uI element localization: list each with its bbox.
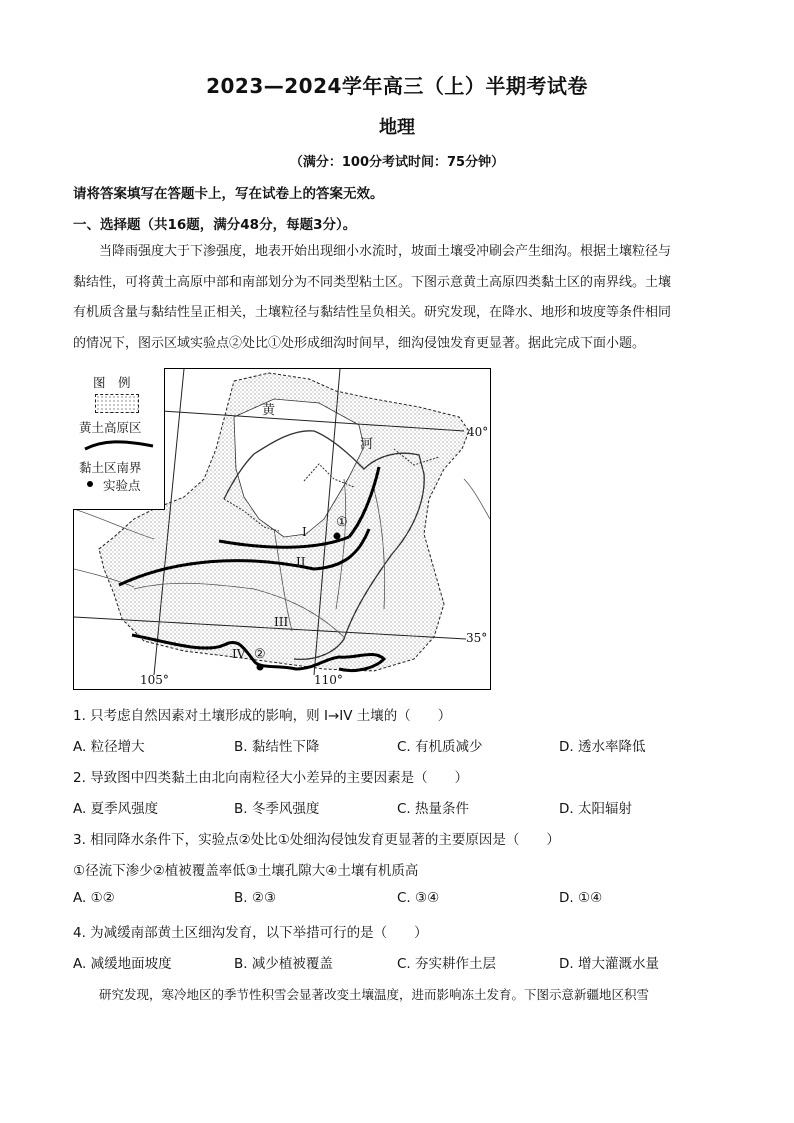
q1-option-a: A. 粒径增大 — [73, 739, 145, 755]
q3-option-c: C. ③④ — [397, 890, 440, 906]
q4-option-c: C. 夯实耕作土层 — [397, 956, 497, 972]
q2-option-b: B. 冬季风强度 — [234, 801, 320, 817]
subject-title: 地理 — [379, 117, 415, 138]
legend-boundary-label: 黏土区南界 — [79, 460, 142, 475]
legend-boundary-swatch — [83, 438, 155, 454]
question-4-stem: 4. 为减缓南部黄土区细沟发育，以下举措可行的是（ ） — [73, 925, 428, 941]
passage-1-line: 有机质含量与黏结性呈正相关，土壤粒径与黏结性呈负相关。研究发现，在降水、地形和坡度等条件相同 — [73, 305, 672, 320]
label-lat-40: 40° — [467, 425, 489, 439]
experiment-point-2 — [257, 664, 264, 671]
label-zone-1: I — [302, 525, 307, 539]
question-1-stem: 1. 只考虑自然因素对土壤形成的影响，则 I→IV 土壤的（ ） — [73, 708, 452, 724]
label-zone-4: IV — [232, 647, 246, 661]
q1-option-b: B. 黏结性下降 — [234, 739, 320, 755]
tributary — [464, 479, 490, 519]
label-lon-110: 110° — [314, 673, 343, 687]
passage-1-line: 当降雨强度大于下渗强度，地表开始出现细小水流时，坡面土壤受冲刷会产生细沟。根据土壤粒径与 — [99, 244, 672, 259]
label-he: 河 — [360, 437, 374, 452]
label-lon-105: 105° — [140, 673, 169, 687]
question-3-stem: 3. 相同降水条件下，实验点②处比①处细沟侵蚀发育更显著的主要原因是（ ） — [73, 832, 560, 848]
q3-option-a: A. ①② — [73, 890, 115, 906]
passage-1-line: 的情况下，图示区域实验点②处比①处形成细沟时间早，细沟侵蚀发育更显著。据此完成下面小题。 — [73, 335, 646, 351]
section-heading: 一、选择题（共16题，满分48分，每题3分）。 — [73, 217, 357, 233]
experiment-point-1 — [334, 533, 341, 540]
exam-meta: （满分：100分考试时间：75分钟） — [289, 155, 505, 170]
legend-point-label: 实验点 — [103, 478, 141, 493]
q4-option-a: A. 减缓地面坡度 — [73, 956, 172, 972]
label-huang: 黄 — [262, 403, 276, 418]
exam-title: 2023—2024学年高三（上）半期考试卷 — [206, 74, 588, 98]
passage-1-line: 黏结性，可将黄土高原中部和南部划分为不同类型粘土区。下图示意黄土高原四类黏土区的南界线。土壤 — [73, 274, 672, 290]
q2-option-d: D. 太阳辐射 — [559, 801, 632, 817]
label-zone-2: II — [296, 555, 306, 569]
question-2-stem: 2. 导致图中四类黏土由北向南粒径大小差异的主要因素是（ ） — [73, 770, 469, 786]
q4-option-d: D. 增大灌溉水量 — [559, 956, 659, 972]
instructions: 请将答案填写在答题卡上，写在试卷上的答案无效。 — [73, 186, 384, 202]
q2-option-c: C. 热量条件 — [397, 801, 470, 817]
label-zone-3: III — [274, 615, 289, 629]
passage-1 — [73, 237, 723, 359]
label-point-2: ② — [254, 647, 266, 662]
question-3-substem: ①径流下渗少②植被覆盖率低③土壤孔隙大④土壤有机质高 — [73, 863, 419, 879]
passage-2-line: 研究发现，寒冷地区的季节性积雪会显著改变土壤温度，进而影响冻土发育。下图示意新疆地区积雪 — [99, 987, 650, 1002]
map-legend — [73, 368, 165, 510]
q1-option-d: D. 透水率降低 — [559, 739, 646, 755]
q4-option-b: B. 减少植被覆盖 — [234, 956, 333, 972]
q2-option-a: A. 夏季风强度 — [73, 801, 159, 817]
q1-option-c: C. 有机质减少 — [397, 739, 483, 755]
label-lat-35: 35° — [466, 631, 488, 645]
label-point-1: ① — [336, 515, 348, 530]
q3-option-b: B. ②③ — [234, 890, 277, 906]
legend-loess-swatch — [95, 394, 139, 413]
q3-option-d: D. ①④ — [559, 890, 603, 906]
legend-point-swatch — [87, 481, 93, 487]
legend-loess-label: 黄土高原区 — [79, 420, 142, 435]
legend-title: 图 例 — [93, 375, 131, 390]
